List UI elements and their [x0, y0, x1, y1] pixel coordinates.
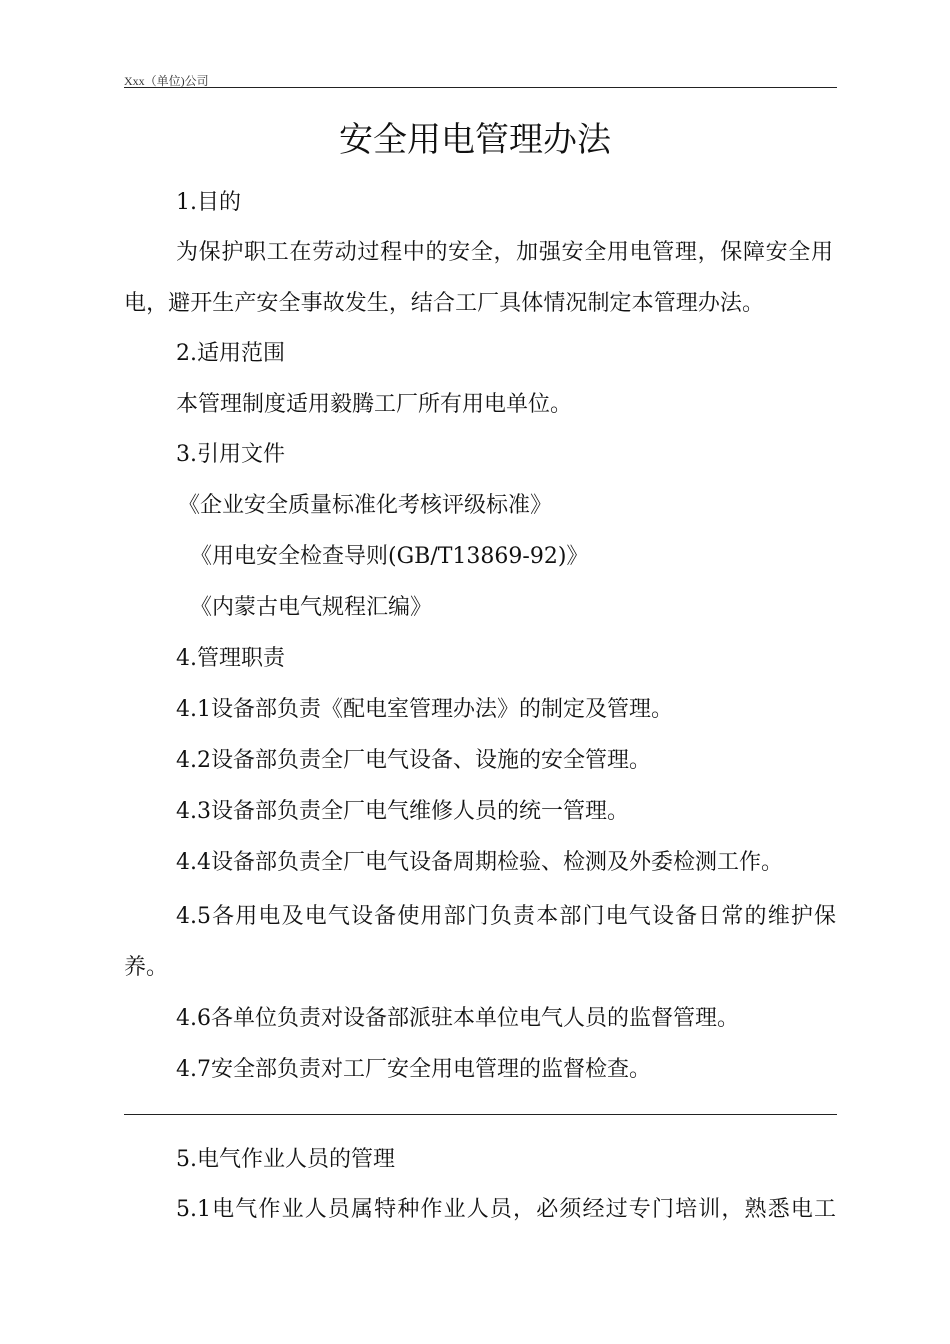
- list-item-continuation: 养。: [124, 955, 169, 980]
- header-rule: [124, 87, 837, 88]
- header-company: Xxx（单位)公司: [124, 74, 209, 88]
- reference-item: 《内蒙古电气规程汇编》: [190, 595, 433, 620]
- section-heading-scope: 2.适用范围: [176, 341, 285, 366]
- reference-item: 《企业安全质量标准化考核评级标准》: [178, 493, 553, 518]
- list-item: 4.5各用电及电气设备使用部门负责本部门电气设备日常的维护保: [176, 904, 836, 929]
- list-item: 4.3设备部负责全厂电气维修人员的统一管理。: [176, 799, 629, 824]
- document-title: 安全用电管理办法: [339, 120, 611, 160]
- list-item: 4.7安全部负责对工厂安全用电管理的监督检查。: [176, 1057, 651, 1082]
- list-item: 4.6各单位负责对设备部派驻本单位电气人员的监督管理。: [176, 1006, 739, 1031]
- list-item: 4.1设备部负责《配电室管理办法》的制定及管理。: [176, 697, 673, 722]
- list-item: 4.4设备部负责全厂电气设备周期检验、检测及外委检测工作。: [176, 850, 783, 875]
- section-heading-references: 3.引用文件: [176, 442, 285, 467]
- paragraph-line: 本管理制度适用毅腾工厂所有用电单位。: [176, 392, 573, 417]
- list-item: 4.2设备部负责全厂电气设备、设施的安全管理。: [176, 748, 651, 773]
- section-heading-purpose: 1.目的: [176, 190, 241, 215]
- paragraph-line: 5.1电气作业人员属特种作业人员，必须经过专门培训，熟悉电工: [176, 1197, 836, 1222]
- paragraph-line: 为保护职工在劳动过程中的安全，加强安全用电管理，保障安全用: [176, 240, 833, 265]
- page-break-rule: [124, 1114, 837, 1115]
- reference-item: 《用电安全检查导则(GB/T13869-92)》: [190, 544, 589, 569]
- section-heading-personnel: 5.电气作业人员的管理: [176, 1147, 395, 1172]
- paragraph-line: 电，避开生产安全事故发生，结合工厂具体情况制定本管理办法。: [124, 291, 764, 316]
- section-heading-responsibilities: 4.管理职责: [176, 646, 285, 671]
